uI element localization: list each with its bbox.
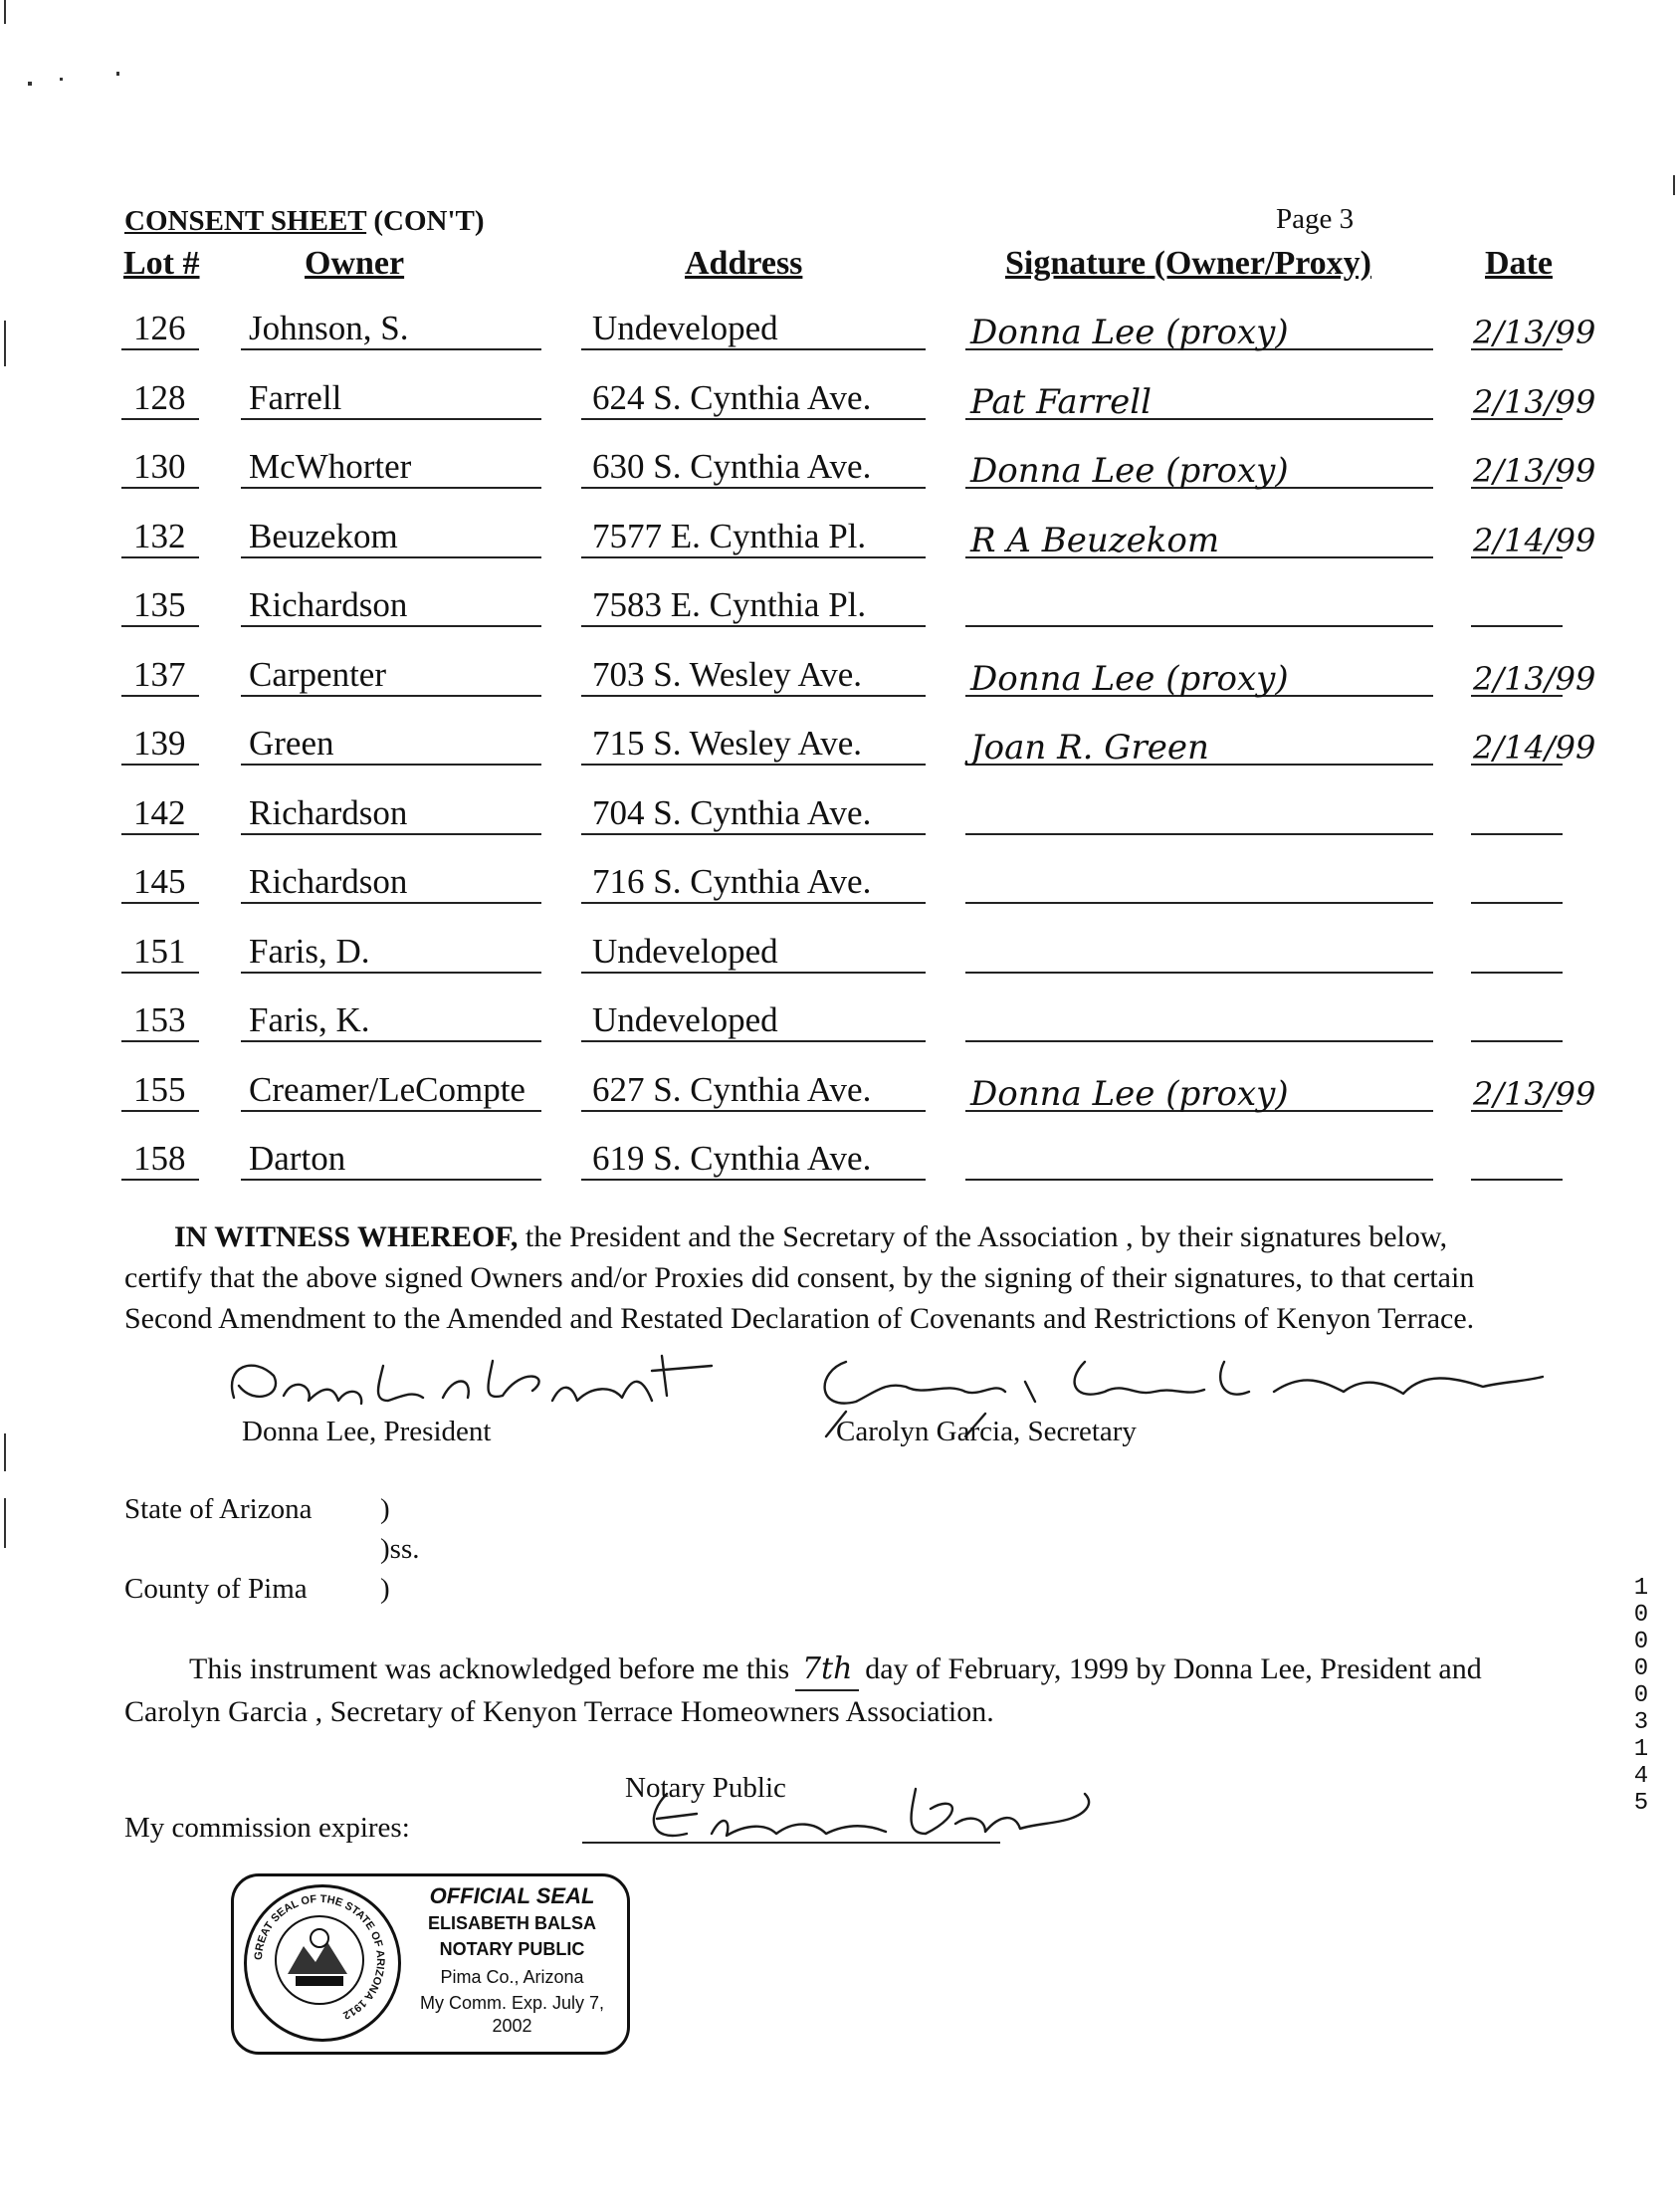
signature-date: 2/13/99 (1473, 452, 1596, 490)
property-address: 716 S. Cynthia Ave. (592, 862, 872, 901)
owner-signature: Joan R. Green (970, 728, 1209, 768)
owner-signature: Donna Lee (proxy) (970, 313, 1289, 352)
venue-paren-2: ) (380, 1573, 390, 1605)
witness-lead: IN WITNESS WHEREOF, (174, 1220, 519, 1253)
seal-line-2: ELISABETH BALSA (427, 1913, 596, 1933)
seal-emblem-text: GREAT SEAL OF THE STATE OF ARIZONA 1912 (252, 1892, 387, 2022)
property-address: 704 S. Cynthia Ave. (592, 792, 872, 832)
president-signature (214, 1346, 751, 1416)
signature-line (965, 625, 1433, 627)
lot-line (121, 764, 199, 766)
owner-name: Faris, D. (249, 931, 370, 971)
venue-ss: )ss. (380, 1533, 420, 1565)
table-row (0, 990, 1680, 1050)
acknowledgement-line2: Carolyn Garcia , Secretary of Kenyon Terrace Homeowners Association. (124, 1695, 994, 1728)
owner-signature: Donna Lee (proxy) (970, 451, 1289, 491)
address-line (581, 625, 926, 627)
signature-line (965, 1179, 1433, 1181)
address-line (581, 1040, 926, 1042)
column-header-signature-suffix: (Owner/Proxy) (1154, 245, 1372, 282)
lot-line (121, 1110, 199, 1112)
lot-line (121, 972, 199, 974)
address-line (581, 418, 926, 420)
owner-line (241, 1040, 541, 1042)
signature-date: 2/13/99 (1473, 314, 1596, 351)
lot-number: 137 (133, 654, 186, 694)
property-address: 7577 E. Cynthia Pl. (592, 516, 867, 555)
table-row (0, 852, 1680, 912)
column-header-address: Address (685, 245, 803, 282)
address-line (581, 556, 926, 558)
table-row (0, 437, 1680, 497)
property-address: Undeveloped (592, 931, 778, 971)
address-line (581, 764, 926, 766)
signature-line (965, 833, 1433, 835)
signature-date: 2/13/99 (1473, 659, 1596, 698)
date-line (1471, 902, 1563, 904)
owner-name: Beuzekom (249, 516, 398, 555)
sheet-title (124, 205, 485, 238)
address-line (581, 487, 926, 489)
venue-county: County of Pima (124, 1573, 308, 1605)
owner-name: Darton (249, 1139, 346, 1178)
owner-name: Creamer/LeCompte (249, 1069, 525, 1109)
table-row (0, 575, 1680, 635)
lot-number: 126 (133, 309, 186, 347)
table-row (0, 1060, 1680, 1120)
notary-seal-stamp (231, 1873, 630, 2055)
lot-line (121, 695, 199, 697)
venue-paren-1: ) (380, 1493, 390, 1525)
scan-edge-line (1673, 175, 1675, 195)
lot-number: 130 (133, 447, 186, 486)
notary-signature-line (582, 1802, 1000, 1844)
owner-line (241, 418, 541, 420)
owner-name: Richardson (249, 862, 408, 901)
property-address: 7583 E. Cynthia Pl. (592, 585, 867, 624)
owner-name: Farrell (249, 377, 342, 417)
table-row (0, 645, 1680, 705)
owner-signature: Donna Lee (proxy) (970, 1073, 1289, 1114)
table-row (0, 783, 1680, 843)
scan-speck (60, 78, 63, 81)
address-line (581, 1110, 926, 1112)
owner-signature: Donna Lee (proxy) (970, 658, 1289, 699)
lot-number: 158 (133, 1139, 186, 1178)
venue-state: State of Arizona (124, 1493, 313, 1525)
sheet-title-suffix: (CON'T) (366, 205, 485, 237)
lot-line (121, 487, 199, 489)
acknowledgement-paragraph (124, 1648, 1568, 1732)
acknowledgement-part1: This instrument was acknowledged before me this (189, 1652, 790, 1685)
witness-line3: Second Amendment to the Amended and Restated Declaration of Covenants and Restrictions of Kenyon Terrace. (124, 1302, 1475, 1335)
lot-line (121, 556, 199, 558)
scan-edge-line (4, 1433, 6, 1471)
scan-edge-line (4, 1498, 6, 1548)
seal-line-3: NOTARY PUBLIC (439, 1939, 585, 1959)
page-number: Page 3 (1276, 203, 1355, 235)
owner-line (241, 972, 541, 974)
owner-name: McWhorter (249, 447, 412, 486)
lot-number: 153 (133, 1000, 186, 1039)
address-line (581, 695, 926, 697)
property-address: Undeveloped (592, 309, 778, 347)
column-header-lot: Lot # (123, 245, 200, 282)
acknowledgement-day: 7th (795, 1648, 859, 1691)
signature-date: 2/13/99 (1473, 1074, 1596, 1113)
owner-line (241, 348, 541, 350)
lot-line (121, 418, 199, 420)
lot-number: 128 (133, 377, 186, 417)
owner-line (241, 1110, 541, 1112)
owner-line (241, 902, 541, 904)
owner-line (241, 487, 541, 489)
lot-number: 139 (133, 724, 186, 763)
lot-number: 155 (133, 1069, 186, 1109)
lot-number: 151 (133, 931, 186, 971)
owner-name: Faris, K. (249, 1000, 370, 1039)
lot-line (121, 833, 199, 835)
lot-line (121, 902, 199, 904)
scan-speck (116, 72, 119, 76)
owner-line (241, 833, 541, 835)
column-header-date: Date (1485, 245, 1553, 282)
address-line (581, 902, 926, 904)
witness-line2: certify that the above signed Owners and/or Proxies did consent, by the signing of their signatures, to that certain (124, 1261, 1475, 1294)
witness-paragraph (124, 1216, 1568, 1339)
property-address: 715 S. Wesley Ave. (592, 724, 863, 763)
owner-signature: Pat Farrell (970, 381, 1153, 422)
signature-line (965, 902, 1433, 904)
owner-line (241, 764, 541, 766)
margin-document-stamp: 1 0 0 0 0 3 1 4 5 (1633, 1575, 1649, 1817)
lot-number: 145 (133, 862, 186, 901)
acknowledgement-part2: day of February, 1999 by Donna Lee, President and (865, 1652, 1482, 1685)
signature-date: 2/13/99 (1473, 382, 1596, 421)
owner-line (241, 556, 541, 558)
lot-line (121, 348, 199, 350)
signature-line (965, 972, 1433, 974)
owner-name: Richardson (249, 585, 408, 624)
address-line (581, 1179, 926, 1181)
arizona-seal-emblem (244, 1884, 401, 2042)
sheet-title-main: CONSENT SHEET (124, 205, 367, 237)
owner-signature: R A Beuzekom (970, 520, 1220, 560)
seal-line-1: OFFICIAL SEAL (429, 1883, 595, 1908)
lot-line (121, 625, 199, 627)
owner-name: Green (249, 724, 334, 763)
date-line (1471, 833, 1563, 835)
lot-number: 142 (133, 792, 186, 832)
owner-name: Richardson (249, 792, 408, 832)
table-row (0, 507, 1680, 566)
column-header-signature-main: Signature (1005, 245, 1147, 282)
property-address: 627 S. Cynthia Ave. (592, 1069, 872, 1109)
property-address: 703 S. Wesley Ave. (592, 654, 863, 694)
owner-line (241, 695, 541, 697)
lot-number: 135 (133, 585, 186, 624)
column-header-owner: Owner (305, 245, 405, 282)
seal-line-4: Pima Co., Arizona (440, 1967, 584, 1987)
table-row (0, 714, 1680, 773)
property-address: Undeveloped (592, 1000, 778, 1039)
seal-line-5: My Comm. Exp. July 7, 2002 (419, 1993, 605, 2036)
property-address: 624 S. Cynthia Ave. (592, 377, 872, 417)
lot-line (121, 1040, 199, 1042)
table-row (0, 922, 1680, 982)
property-address: 619 S. Cynthia Ave. (592, 1139, 872, 1178)
notary-caption: Notary Public (625, 1772, 786, 1804)
owner-name: Johnson, S. (249, 309, 409, 347)
table-row (0, 368, 1680, 428)
commission-label: My commission expires: (124, 1812, 410, 1844)
president-caption: Donna Lee, President (242, 1416, 492, 1447)
address-line (581, 833, 926, 835)
lot-line (121, 1179, 199, 1181)
date-line (1471, 1040, 1563, 1042)
owner-line (241, 625, 541, 627)
table-row (0, 299, 1680, 358)
lot-number: 132 (133, 516, 186, 555)
property-address: 630 S. Cynthia Ave. (592, 447, 872, 486)
signature-line (965, 1040, 1433, 1042)
signature-date: 2/14/99 (1473, 521, 1596, 559)
column-header-signature (1005, 245, 1371, 283)
address-line (581, 972, 926, 974)
owner-line (241, 1179, 541, 1181)
table-row (0, 1129, 1680, 1189)
owner-name: Carpenter (249, 654, 386, 694)
address-line (581, 348, 926, 350)
secretary-caption: Carolyn Garcia, Secretary (836, 1416, 1137, 1447)
date-line (1471, 1179, 1563, 1181)
witness-line1: the President and the Secretary of the Association , by their signatures below, (518, 1220, 1448, 1253)
scan-speck (28, 82, 32, 86)
date-line (1471, 625, 1563, 627)
signature-date: 2/14/99 (1473, 729, 1596, 767)
scan-edge-line (4, 0, 6, 24)
date-line (1471, 972, 1563, 974)
